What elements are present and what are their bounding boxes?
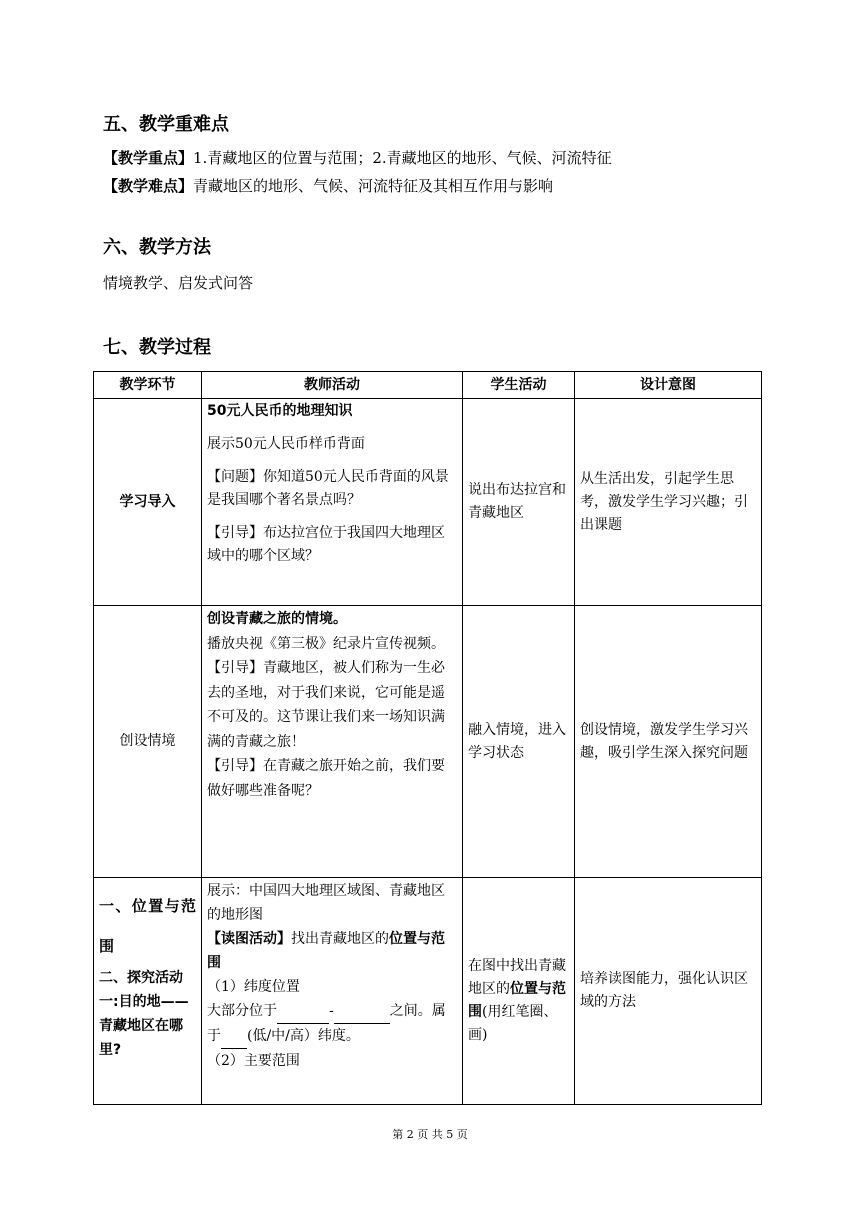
section-6-title: 六、教学方法 <box>103 237 211 258</box>
blank-suffix: (低/中/高）纬度。 <box>247 1028 360 1044</box>
stage-subtitle: 二、探究活动一:目的地——青藏地区在哪里? <box>99 970 189 1058</box>
activity-text: 找出青藏地区的 <box>291 931 389 947</box>
teacher-title: 创设青藏之旅的情境。 <box>207 611 347 627</box>
difficulty-label: 【教学难点】 <box>103 177 194 195</box>
stage-cell <box>94 878 202 1105</box>
student-bold: 位置与范围 <box>468 981 566 1020</box>
activity-bold: 位置与范围 <box>207 931 445 971</box>
student-text: 在图中找出青藏地区的 <box>468 958 566 997</box>
teacher-paragraph: 播放央视《第三极》纪录片宣传视频。 <box>207 635 445 652</box>
method-text: 情境教学、启发式问答 <box>103 274 254 292</box>
teacher-title: 50元人民币的地理知识 <box>207 403 353 419</box>
student-cell: 说出布达拉宫和青藏地区 <box>463 399 575 606</box>
table-row <box>94 399 762 606</box>
table-row <box>94 606 762 878</box>
difficulty-line <box>103 176 553 196</box>
teacher-paragraph: 展示：中国四大地理区域图、青藏地区的地形图 <box>207 883 445 923</box>
stage-title: 一、位置与范围 <box>99 897 196 955</box>
section-5-title: 五、教学重难点 <box>103 114 229 135</box>
teaching-process-table <box>93 371 762 1105</box>
blank-between: 之间。属于 <box>207 1003 446 1044</box>
teacher-cell <box>202 878 463 1105</box>
header-student: 学生活动 <box>463 372 575 399</box>
difficulty-text: 青藏地区的地形、气候、河流特征及其相互作用与影响 <box>193 177 554 195</box>
teacher-paragraph: 【引导】青藏地区，被人们称为一生必去的圣地，对于我们来说，它可能是遥不可及的。这节课让我们来一场知识满满的青藏之旅！ <box>207 660 445 750</box>
answer-blank[interactable] <box>277 999 329 1024</box>
stage-cell: 学习导入 <box>94 399 202 606</box>
key-point-text: 1.青藏地区的位置与范围；2.青藏地区的地形、气候、河流特征 <box>193 149 612 167</box>
header-intent: 设计意图 <box>575 372 762 399</box>
header-teacher: 教师活动 <box>202 372 463 399</box>
stage-cell: 创设情境 <box>94 606 202 878</box>
read-map-activity <box>207 927 457 975</box>
teacher-cell <box>202 399 463 606</box>
blank-dash: - <box>329 1003 334 1019</box>
activity-label: 【读图活动】 <box>207 931 291 947</box>
blank-prefix: 大部分位于 <box>207 1003 277 1019</box>
teacher-paragraph: 【引导】布达拉宫位于我国四大地理区域中的哪个区域？ <box>207 525 445 564</box>
intent-cell: 从生活出发，引起学生思考，激发学生学习兴趣；引出课题 <box>575 399 762 606</box>
intent-cell: 创设情境，激发学生学习兴趣，吸引学生深入探究问题 <box>575 606 762 878</box>
section-7-title: 七、教学过程 <box>103 337 211 358</box>
latitude-fill-blank <box>207 999 457 1049</box>
student-text-end: (用红笔圈、画) <box>468 1004 558 1043</box>
teacher-cell <box>202 606 463 878</box>
table-header-row <box>94 372 762 399</box>
student-cell: 融入情境，进入学习状态 <box>463 606 575 878</box>
teacher-paragraph: 【问题】你知道50元人民币背面的风景是我国哪个著名景点吗？ <box>207 469 449 508</box>
teacher-paragraph: （1）纬度位置 <box>207 979 300 995</box>
teacher-paragraph: 展示50元人民币样币背面 <box>207 436 365 452</box>
table-row <box>94 878 762 1105</box>
teacher-paragraph: （2）主要范围 <box>207 1053 300 1069</box>
teacher-paragraph: 【引导】在青藏之旅开始之前，我们要做好哪些准备呢？ <box>207 758 445 799</box>
intent-cell: 培养读图能力，强化认识区域的方法 <box>575 878 762 1105</box>
student-cell <box>463 878 575 1105</box>
header-stage: 教学环节 <box>94 372 202 399</box>
key-point-line <box>103 148 612 168</box>
answer-blank[interactable] <box>221 1024 247 1049</box>
key-point-label: 【教学重点】 <box>103 149 194 167</box>
page-footer: 第 2 页 共 5 页 <box>392 1128 468 1141</box>
answer-blank[interactable] <box>334 999 390 1024</box>
